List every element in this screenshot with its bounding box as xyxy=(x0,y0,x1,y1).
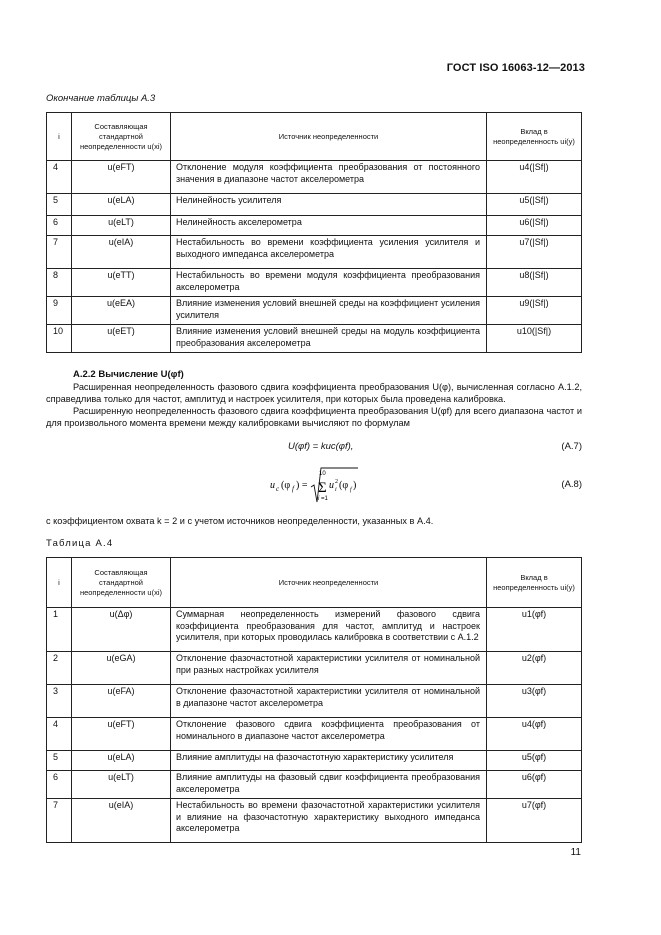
row-index: 6 xyxy=(47,771,72,799)
table-row xyxy=(47,751,582,771)
table-row xyxy=(47,718,582,751)
row-index: 4 xyxy=(47,718,72,751)
document-code: ГОСТ ISO 16063-12—2013 xyxy=(446,62,585,74)
row-source: Отклонение фазового сдвига коэффициента преобразования от номинального в диапазоне частот акселерометра xyxy=(171,718,487,751)
row-source: Суммарная неопределенность измерений фазового сдвига коэффициента преобразования для частот, амплитуд и настроек усилителя, при которых проводилась калибровка в соответствии с А.1.2 xyxy=(171,608,487,652)
row-component: u(eTT) xyxy=(72,269,171,297)
svg-text:i: i xyxy=(335,487,337,493)
row-contribution: u1(φf) xyxy=(487,608,582,652)
row-component: u(eFT) xyxy=(72,718,171,751)
table-row xyxy=(47,608,582,652)
row-source: Отклонение модуля коэффициента преобразования от постоянного значения в диапазоне частот акселерометра xyxy=(171,161,487,194)
row-source: Влияние изменения условий внешней среды на модуль коэффициента преобразования акселерометра xyxy=(171,325,487,353)
table-row xyxy=(47,236,582,269)
svg-text:2: 2 xyxy=(335,479,338,485)
svg-text:f: f xyxy=(350,487,352,493)
row-source: Нелинейность усилителя xyxy=(171,194,487,216)
svg-text:f: f xyxy=(292,485,294,493)
row-index: 3 xyxy=(47,685,72,718)
svg-text:u: u xyxy=(329,480,334,491)
row-component: u(eLT) xyxy=(72,771,171,799)
row-contribution: u2(φf) xyxy=(487,652,582,685)
table-row xyxy=(47,652,582,685)
row-contribution: u8(|Sf|) xyxy=(487,269,582,297)
row-contribution: u5(φf) xyxy=(487,751,582,771)
equation-number-a8: (А.8) xyxy=(561,479,582,490)
table-a3-caption: Окончание таблицы А.3 xyxy=(46,93,156,104)
row-index: 7 xyxy=(47,236,72,269)
formula-a7: U(φf) = kuc(φf), xyxy=(288,441,354,452)
section-title: А.2.2 Вычисление U(φf) xyxy=(73,369,184,380)
row-index: 5 xyxy=(47,751,72,771)
row-source: Нелинейность акселерометра xyxy=(171,216,487,236)
row-contribution: u6(φf) xyxy=(487,771,582,799)
row-source: Нестабильность во времени коэффициента усиления усилителя и выходного импеданса акселерометра xyxy=(171,236,487,269)
table-row xyxy=(47,685,582,718)
page-number: 11 xyxy=(570,847,581,858)
coverage-note: с коэффициентом охвата k = 2 и с учетом источников неопределенности, указанных в А.4. xyxy=(46,516,434,526)
row-contribution: u7(φf) xyxy=(487,799,582,843)
row-index: 6 xyxy=(47,216,72,236)
row-index: 1 xyxy=(47,608,72,652)
row-index: 5 xyxy=(47,194,72,216)
svg-text:10: 10 xyxy=(319,471,326,477)
formula-a8 xyxy=(258,462,388,507)
row-source: Нестабильность во времени фазочастотной характеристики усилителя и влияние на фазочастотную характеристику выходного импеданса акселерометра xyxy=(171,799,487,843)
row-source: Влияние изменения условий внешней среды на коэффициент усиления усилителя xyxy=(171,297,487,325)
svg-text:c: c xyxy=(276,485,280,493)
row-source: Отклонение фазочастотной характеристики усилителя от номинальной в диапазоне частот акселерометра xyxy=(171,685,487,718)
row-index: 8 xyxy=(47,269,72,297)
row-index: 2 xyxy=(47,652,72,685)
table-a3 xyxy=(46,112,582,353)
table-a4-caption: Таблица А.4 xyxy=(46,538,114,549)
svg-text:) =: ) = xyxy=(296,480,308,491)
svg-text:i: i xyxy=(318,496,320,502)
table-a4-body xyxy=(47,608,582,843)
col-header-component: Составляющая стандартной неопределенности u(xi) xyxy=(72,558,171,608)
row-contribution: u3(φf) xyxy=(487,685,582,718)
row-contribution: u5(|Sf|) xyxy=(487,194,582,216)
row-contribution: u7(|Sf|) xyxy=(487,236,582,269)
svg-text:Σ: Σ xyxy=(318,480,327,496)
col-header-i: i xyxy=(47,113,72,161)
paragraph-2: Расширенную неопределенность фазового сдвига коэффициента преобразования U(φf) для всего диапазона частот и для произвольного момента времени между калибровками вычисляют по формулам xyxy=(46,406,582,428)
row-component: u(eFT) xyxy=(72,161,171,194)
row-source: Влияние амплитуды на фазочастотную характеристику усилителя xyxy=(171,751,487,771)
table-header-row xyxy=(47,558,582,608)
table-row xyxy=(47,297,582,325)
table-row xyxy=(47,161,582,194)
row-index: 9 xyxy=(47,297,72,325)
svg-text:): ) xyxy=(353,480,357,491)
row-component: u(eIA) xyxy=(72,799,171,843)
row-contribution: u4(|Sf|) xyxy=(487,161,582,194)
row-component: u(eEA) xyxy=(72,297,171,325)
col-header-contribution: Вклад в неопределенность ui(y) xyxy=(487,113,582,161)
col-header-source: Источник неопределенности xyxy=(171,558,487,608)
row-contribution: u10(|Sf|) xyxy=(487,325,582,353)
row-component: u(eLA) xyxy=(72,194,171,216)
col-header-i: i xyxy=(47,558,72,608)
row-component: u(Δφ) xyxy=(72,608,171,652)
section-paragraph xyxy=(46,381,582,429)
row-component: u(eLA) xyxy=(72,751,171,771)
row-contribution: u9(|Sf|) xyxy=(487,297,582,325)
svg-text:(φ: (φ xyxy=(339,480,349,491)
row-index: 4 xyxy=(47,161,72,194)
row-component: u(eET) xyxy=(72,325,171,353)
row-component: u(eGA) xyxy=(72,652,171,685)
svg-text:(φ: (φ xyxy=(281,480,291,491)
table-row xyxy=(47,325,582,353)
table-row xyxy=(47,194,582,216)
row-contribution: u4(φf) xyxy=(487,718,582,751)
equation-number-a7: (А.7) xyxy=(561,441,582,452)
row-index: 10 xyxy=(47,325,72,353)
table-a3-body xyxy=(47,161,582,353)
table-header-row xyxy=(47,113,582,161)
row-source: Отклонение фазочастотной характеристики усилителя от номинальной при разных настройках усилителя xyxy=(171,652,487,685)
table-a4 xyxy=(46,557,582,843)
row-index: 7 xyxy=(47,799,72,843)
col-header-component: Составляющая стандартной неопределенности u(xi) xyxy=(72,113,171,161)
row-component: u(eFA) xyxy=(72,685,171,718)
row-source: Влияние амплитуды на фазовый сдвиг коэффициента преобразования акселерометра xyxy=(171,771,487,799)
col-header-source: Источник неопределенности xyxy=(171,113,487,161)
paragraph-1: Расширенная неопределенность фазового сдвига коэффициента преобразования U(φ), вычисленная согласно А.1.2, справедлива только для частот, амплитуд и настроек усилителя, при которых была проведена калибровка. xyxy=(46,382,582,404)
table-row xyxy=(47,771,582,799)
table-row xyxy=(47,216,582,236)
row-contribution: u6(|Sf|) xyxy=(487,216,582,236)
table-row xyxy=(47,799,582,843)
row-component: u(eIA) xyxy=(72,236,171,269)
svg-text:=1: =1 xyxy=(321,496,328,502)
col-header-contribution: Вклад в неопределенность ui(y) xyxy=(487,558,582,608)
svg-text:u: u xyxy=(270,480,275,491)
table-row xyxy=(47,269,582,297)
row-component: u(eLT) xyxy=(72,216,171,236)
row-source: Нестабильность во времени модуля коэффициента преобразования акселерометра xyxy=(171,269,487,297)
